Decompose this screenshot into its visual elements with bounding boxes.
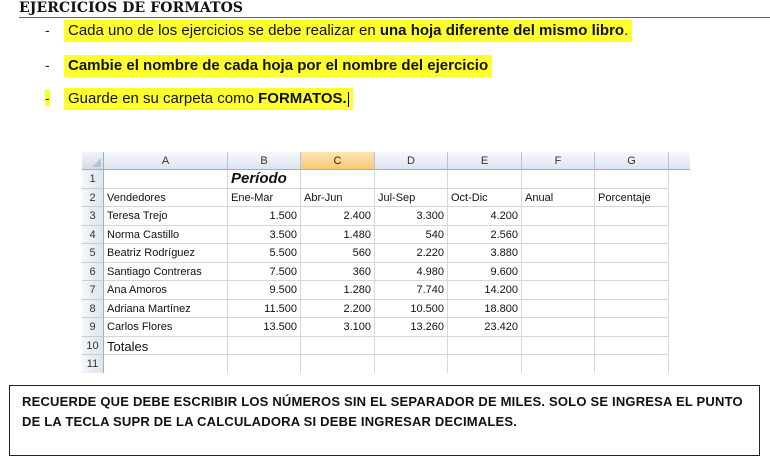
column-header-e[interactable]: E [448, 152, 522, 170]
value-cell[interactable]: 23.420 [448, 318, 522, 337]
cell[interactable] [448, 355, 522, 373]
header-cell-ene-mar[interactable]: Ene-Mar [228, 189, 301, 208]
value-cell[interactable]: 10.500 [375, 300, 448, 319]
value-cell[interactable]: 7.740 [375, 281, 448, 300]
instruction-1-bold: una hoja diferente del mismo libro [379, 22, 625, 39]
instruction-1-end: . [624, 22, 629, 39]
row-header[interactable]: 1 [82, 170, 104, 189]
cell[interactable] [522, 244, 595, 263]
instruction-3-bold: FORMATOS. [258, 90, 347, 107]
seller-name-cell[interactable]: Norma Castillo [104, 226, 228, 245]
spreadsheet [82, 148, 690, 373]
value-cell[interactable]: 13.500 [228, 318, 301, 337]
cell[interactable] [228, 355, 301, 373]
seller-name-cell[interactable]: Ana Amoros [104, 281, 228, 300]
cell[interactable] [595, 318, 669, 337]
seller-name-cell[interactable]: Santiago Contreras [104, 263, 228, 282]
value-cell[interactable]: 9.600 [448, 263, 522, 282]
cell[interactable] [522, 263, 595, 282]
select-all-corner[interactable] [82, 152, 104, 170]
cell[interactable] [104, 170, 228, 189]
value-cell[interactable]: 13.260 [375, 318, 448, 337]
value-cell[interactable]: 3.300 [375, 207, 448, 226]
value-cell[interactable]: 14.200 [448, 281, 522, 300]
column-header-f[interactable]: F [522, 152, 595, 170]
header-cell-vendedores[interactable]: Vendedores [104, 189, 228, 208]
value-cell[interactable]: 3.100 [301, 318, 375, 337]
value-cell[interactable]: 1.480 [301, 226, 375, 245]
value-cell[interactable]: 2.560 [448, 226, 522, 245]
column-header-c[interactable]: C [301, 152, 375, 170]
cell[interactable] [104, 355, 228, 373]
row-header[interactable]: 3 [82, 207, 104, 226]
row-header[interactable]: 8 [82, 300, 104, 319]
header-cell-oct-dic[interactable]: Oct-Dic [448, 189, 522, 208]
value-cell[interactable]: 18.800 [448, 300, 522, 319]
value-cell[interactable]: 9.500 [228, 281, 301, 300]
period-label-cell[interactable]: Período [228, 170, 301, 189]
column-header-a[interactable]: A [104, 152, 228, 170]
column-header-b[interactable]: B [228, 152, 301, 170]
cell[interactable] [375, 355, 448, 373]
value-cell[interactable]: 1.280 [301, 281, 375, 300]
cell[interactable] [448, 337, 522, 356]
instruction-3-text: Guarde en su carpeta como [68, 90, 259, 107]
cell[interactable] [522, 355, 595, 373]
header-cell-abr-jun[interactable]: Abr-Jun [301, 189, 375, 208]
value-cell[interactable]: 1.500 [228, 207, 301, 226]
instruction-2 [64, 55, 492, 77]
value-cell[interactable]: 11.500 [228, 300, 301, 319]
cell[interactable] [522, 170, 595, 189]
cell[interactable] [522, 337, 595, 356]
cell[interactable] [522, 318, 595, 337]
bullet-marker: - [45, 90, 50, 106]
cell[interactable] [448, 170, 522, 189]
cell[interactable] [595, 170, 669, 189]
row-header[interactable]: 6 [82, 263, 104, 282]
cell[interactable] [375, 170, 448, 189]
value-cell[interactable]: 2.200 [301, 300, 375, 319]
row-header[interactable]: 11 [82, 355, 104, 373]
row-header[interactable]: 2 [82, 189, 104, 208]
cell[interactable] [595, 355, 669, 373]
value-cell[interactable]: 2.220 [375, 244, 448, 263]
value-cell[interactable]: 3.500 [228, 226, 301, 245]
document-title: EJERCICIOS DE FORMATOS [19, 0, 244, 16]
value-cell[interactable]: 5.500 [228, 244, 301, 263]
cell[interactable] [301, 170, 375, 189]
header-cell-porcentaje[interactable]: Porcentaje [595, 189, 669, 208]
cell[interactable] [522, 207, 595, 226]
column-header-d[interactable]: D [375, 152, 448, 170]
value-cell[interactable]: 540 [375, 226, 448, 245]
cell[interactable] [595, 300, 669, 319]
row-header[interactable]: 9 [82, 318, 104, 337]
value-cell[interactable]: 4.200 [448, 207, 522, 226]
cell[interactable] [522, 281, 595, 300]
cell[interactable] [595, 337, 669, 356]
value-cell[interactable]: 2.400 [301, 207, 375, 226]
cell[interactable] [301, 355, 375, 373]
value-cell[interactable]: 4.980 [375, 263, 448, 282]
instruction-3 [64, 88, 353, 110]
totals-label-cell[interactable]: Totales [104, 337, 228, 356]
seller-name-cell[interactable]: Carlos Flores [104, 318, 228, 337]
row-header[interactable]: 7 [82, 281, 104, 300]
seller-name-cell[interactable]: Beatriz Rodríguez [104, 244, 228, 263]
seller-name-cell[interactable]: Adriana Martínez [104, 300, 228, 319]
instruction-1 [64, 20, 632, 42]
column-header-g[interactable]: G [595, 152, 669, 170]
cell[interactable] [595, 244, 669, 263]
cell[interactable] [301, 337, 375, 356]
instruction-2-bold: Cambie el nombre de cada hoja por el nombre del ejercicio [68, 57, 489, 74]
cell[interactable] [228, 337, 301, 356]
cell[interactable] [375, 337, 448, 356]
cell[interactable] [522, 226, 595, 245]
row-header[interactable]: 4 [82, 226, 104, 245]
bullet-marker: - [45, 22, 50, 38]
row-header[interactable]: 10 [82, 337, 104, 356]
header-cell-jul-sep[interactable]: Jul-Sep [375, 189, 448, 208]
cell[interactable] [522, 300, 595, 319]
title-rule [19, 17, 770, 18]
value-cell[interactable]: 7.500 [228, 263, 301, 282]
value-cell[interactable]: 3.880 [448, 244, 522, 263]
value-cell[interactable]: 560 [301, 244, 375, 263]
row-header[interactable]: 5 [82, 244, 104, 263]
note-box: RECUERDE QUE DEBE ESCRIBIR LOS NÚMEROS SIN EL SEPARADOR DE MILES. SOLO SE INGRESA EL PUNTO DE LA TECLA SUPR DE LA CALCULADORA SI DEBE INGRESAR DECIMALES. [9, 385, 760, 456]
cell[interactable] [595, 207, 669, 226]
value-cell[interactable]: 360 [301, 263, 375, 282]
text-cursor [348, 92, 349, 107]
cell[interactable] [595, 263, 669, 282]
header-cell-anual[interactable]: Anual [522, 189, 595, 208]
cell[interactable] [595, 281, 669, 300]
column-header-next[interactable] [669, 152, 690, 170]
seller-name-cell[interactable]: Teresa Trejo [104, 207, 228, 226]
cell[interactable] [595, 226, 669, 245]
instruction-1-text: Cada uno de los ejercicios se debe realizar en [68, 22, 380, 39]
bullet-marker: - [45, 57, 50, 73]
